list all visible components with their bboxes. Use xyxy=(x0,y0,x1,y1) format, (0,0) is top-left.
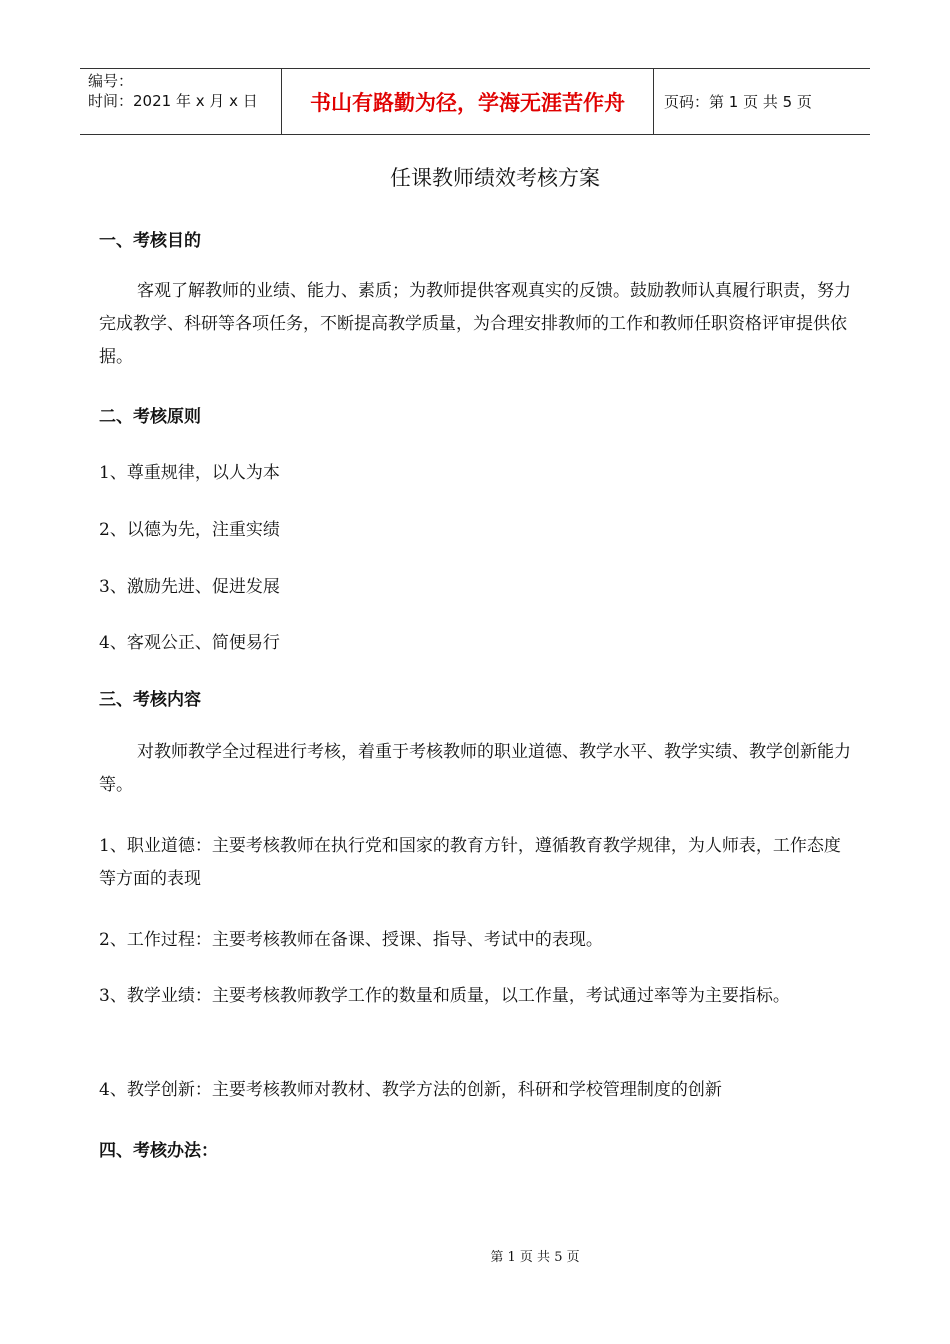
header-meta xyxy=(80,69,282,134)
section-paragraph-purpose: 客观了解教师的业绩、能力、素质；为教师提供客观真实的反馈。鼓励教师认真履行职责，努力完成教学、科研等各项任务，不断提高教学质量，为合理安排教师的工作和教师任职资格评审提供依据。 xyxy=(99,281,851,367)
document-header xyxy=(80,68,870,135)
section-heading-purpose: 一、考核目的 xyxy=(99,231,201,251)
list-item: 4、客观公正、简便易行 xyxy=(99,633,280,653)
header-motto: 书山有路勤为径，学海无涯苦作舟 xyxy=(282,69,654,134)
page-footer: 第 1 页 共 5 页 xyxy=(490,1250,580,1265)
time-label: 时间：2021 年 x 月 x 日 xyxy=(88,92,258,110)
list-item: 2、工作过程：主要考核教师在备课、授课、指导、考试中的表现。 xyxy=(99,930,603,950)
section-heading-methods: 四、考核办法： xyxy=(99,1141,218,1161)
number-label: 编号： xyxy=(88,72,134,90)
list-item: 1、尊重规律，以人为本 xyxy=(99,463,280,483)
section-heading-content: 三、考核内容 xyxy=(99,690,201,710)
list-item: 3、激励先进、促进发展 xyxy=(99,577,280,597)
list-item: 4、教学创新：主要考核教师对教材、教学方法的创新，科研和学校管理制度的创新 xyxy=(99,1080,722,1100)
section-heading-principles: 二、考核原则 xyxy=(99,407,201,427)
header-page-label: 页码：第 1 页 共 5 页 xyxy=(664,93,812,111)
list-item: 3、教学业绩：主要考核教师教学工作的数量和质量，以工作量，考试通过率等为主要指标。 xyxy=(99,986,790,1006)
document-title: 任课教师绩效考核方案 xyxy=(390,166,600,190)
list-item: 1、职业道德：主要考核教师在执行党和国家的教育方针，遵循教育教学规律，为人师表，工作态度等方面的表现 xyxy=(99,836,841,889)
section-paragraph-content: 对教师教学全过程进行考核，着重于考核教师的职业道德、教学水平、教学实绩、教学创新能力等。 xyxy=(99,742,851,795)
list-item: 2、以德为先，注重实绩 xyxy=(99,520,280,540)
